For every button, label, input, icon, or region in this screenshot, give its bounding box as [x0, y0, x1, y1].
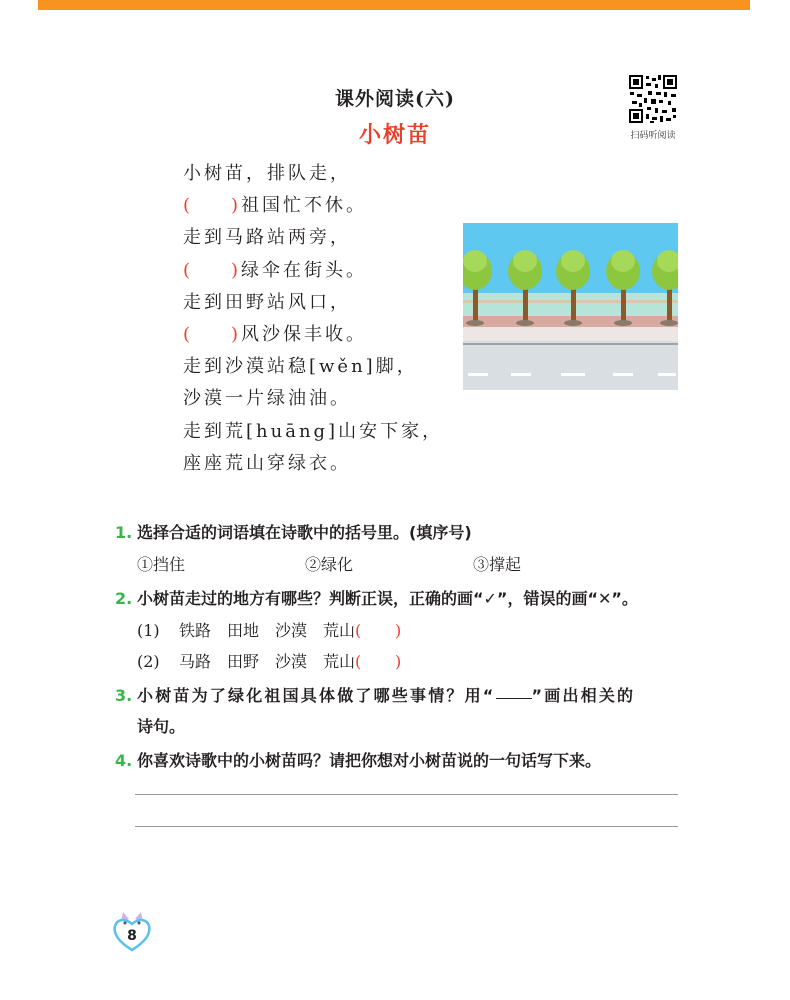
question-2: 2. 小树苗走过的地方有哪些？判断正误，正确的画“✓”，错误的画“✕”。: [115, 589, 638, 608]
poem-line: ( ) 绿伞在街头。: [183, 255, 443, 287]
question-3-continued: 诗句。: [137, 717, 186, 736]
qr-label: 扫码听阅读: [630, 131, 676, 141]
poem-line: 走到荒[huāng]山安下家，: [183, 420, 444, 442]
page-number: 8: [127, 928, 137, 944]
poem-line: 沙漠一片绿油油。: [183, 388, 351, 410]
poem-line: 小树苗，排队走，: [183, 163, 351, 184]
question-4: 4. 你喜欢诗歌中的小树苗吗？请把你想对小树苗说的一句话写下来。: [115, 751, 602, 770]
question-1-options: [137, 552, 521, 575]
question-2-item-2: (2) 马路 田野 沙漠 荒山( ): [137, 652, 402, 671]
roadside-trees-illustration: [463, 223, 678, 390]
question-3: 3. 小树苗为了绿化祖国具体做了哪些事情？用“ ”画出相关的: [115, 686, 636, 705]
answer-bracket[interactable]: ( ): [183, 195, 239, 217]
question-1: 1. 选择合适的词语填在诗歌中的括号里。(填序号): [115, 523, 472, 542]
poem-line: 走到马路站两旁，: [183, 227, 351, 249]
page-title: 课外阅读(六): [335, 88, 455, 110]
answer-bracket[interactable]: ( ): [183, 259, 239, 281]
underline-sample: [496, 698, 532, 699]
poem-line: ( ) 祖国忙不休。: [183, 190, 443, 222]
poem-line: 座座荒山穿绿衣。: [183, 452, 351, 474]
option-3: ③撑起: [473, 555, 522, 574]
question-2-item-1: (1) 铁路 田地 沙漠 荒山( ): [137, 621, 402, 640]
option-2: ②绿化: [305, 555, 354, 574]
answer-bracket[interactable]: ( ): [355, 652, 402, 671]
answer-line-1[interactable]: [135, 794, 678, 795]
poem-line: 走到沙漠站稳[wěn]脚，: [183, 356, 418, 378]
top-orange-bar: [38, 0, 750, 10]
answer-bracket[interactable]: ( ): [183, 323, 239, 345]
option-1: ①挡住: [137, 555, 186, 574]
poem-line: ( ) 风沙保丰收。: [183, 319, 443, 351]
answer-bracket[interactable]: ( ): [355, 621, 402, 640]
poem: [183, 158, 443, 480]
poem-title: 小树苗: [358, 123, 431, 148]
poem-line: 走到田野站风口，: [183, 291, 351, 313]
answer-line-2[interactable]: [135, 826, 678, 827]
